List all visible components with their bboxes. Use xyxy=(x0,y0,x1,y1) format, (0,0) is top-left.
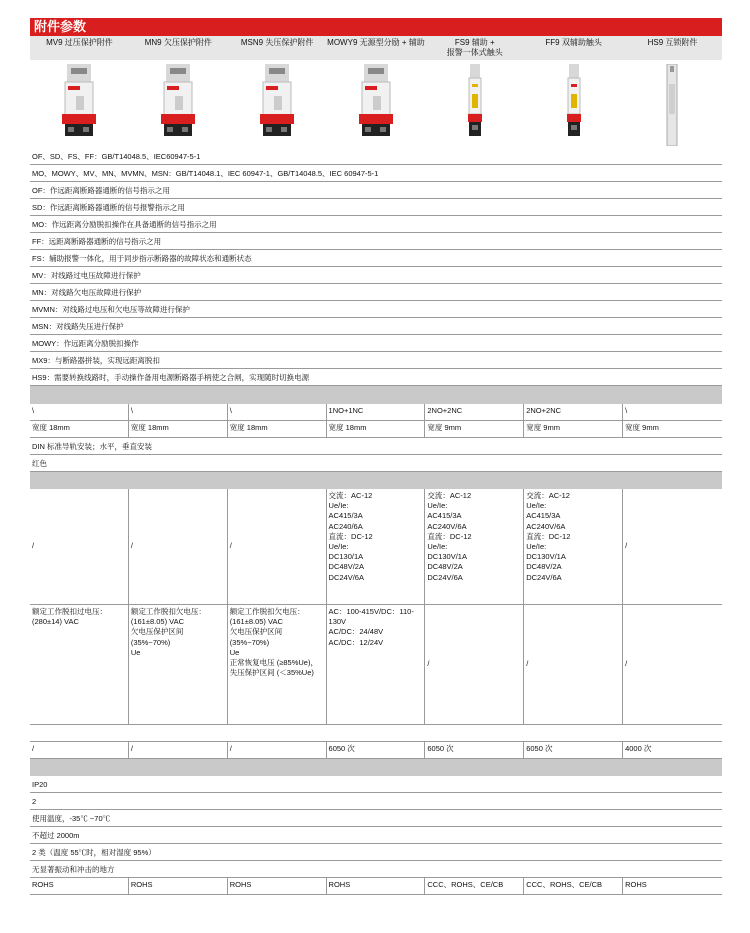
note-row: MSN：对线路失压进行保护 xyxy=(30,318,722,335)
voltage-cell: / xyxy=(625,659,628,669)
cert-cell: ROHS xyxy=(228,878,327,894)
note-row: MOWY：作远距离分励脱扣操作 xyxy=(30,335,722,352)
rating-cell: / xyxy=(625,541,628,551)
width-cell: 宽度 9mm xyxy=(625,423,659,432)
env-row: 2 xyxy=(30,793,722,810)
cert-cell: ROHS xyxy=(30,878,129,894)
rating-cell: 交流：AC-12 Ue/Ie: AC415/3A AC240/6A 直流：DC-12 Ue/Ie: DC130/1A DC48V/2A DC24V/6A xyxy=(327,489,426,604)
cert-cell: CCC、ROHS、CE/CB xyxy=(425,878,524,894)
rating-cell: / xyxy=(129,489,228,604)
product-image-ff9 xyxy=(524,60,623,148)
cert-cell: ROHS xyxy=(327,878,426,894)
contacts-cell: \ xyxy=(129,404,228,420)
product-header: MN9 欠压保护附件 xyxy=(144,38,212,47)
section-divider xyxy=(30,472,722,489)
width-cell: 宽度 18mm xyxy=(30,421,129,437)
note-row: MO：作远距离分励脱扣操作在具备通断的信号指示之用 xyxy=(30,216,722,233)
width-cell: 宽度 9mm xyxy=(524,421,623,437)
ratings-row xyxy=(30,489,722,605)
rating-cell: / xyxy=(228,489,327,604)
env-row: 不超过 2000m xyxy=(30,827,722,844)
env-row: 无显著振动和冲击的地方 xyxy=(30,861,722,878)
contacts-row xyxy=(30,404,722,421)
life-cell: / xyxy=(228,742,327,758)
voltage-cell: 额定工作脱扣欠电压： (161±8.05) VAC 欠电压保护区间 (35%~70%) Ue 正常恢复电压 (≥85%Ue)， 失压保护区间 (＜35%Ue) xyxy=(228,605,327,724)
product-image-fs9 xyxy=(425,60,524,148)
voltage-cell: AC：100-415V/DC：110- 130V AC/DC：24/48V AC/DC：12/24V xyxy=(327,605,426,724)
contacts-cell: 1NO+1NC xyxy=(327,404,426,420)
life-cell: 6050 次 xyxy=(425,742,524,758)
note-row: HS9：需要转换线路时，手动操作备用电源断路器手柄使之合闸，实现随时切换电源 xyxy=(30,369,722,386)
product-header: MV9 过压保护附件 xyxy=(46,38,113,47)
cert-cell: ROHS xyxy=(625,880,647,889)
note-row: MN：对线路欠电压故障进行保护 xyxy=(30,284,722,301)
voltage-cell: / xyxy=(425,605,524,724)
voltage-row xyxy=(30,605,722,725)
cert-cell: CCC、ROHS、CE/CB xyxy=(524,878,623,894)
color-row: 红色 xyxy=(30,455,722,472)
contacts-cell: 2NO+2NC xyxy=(524,404,623,420)
life-cell: 6050 次 xyxy=(327,742,426,758)
rating-cell: 交流：AC-12 Ue/Ie: AC415/3A AC240V/6A 直流：DC-12 Ue/Ie: DC130V/1A DC48V/2A DC24V/6A xyxy=(524,489,623,604)
blank-row xyxy=(30,725,722,742)
voltage-cell: 额定工作脱扣欠电压： (161±8.05) VAC 欠电压保护区间 (35%~70%) Ue xyxy=(129,605,228,724)
rating-cell: / xyxy=(30,489,129,604)
env-row: IP20 xyxy=(30,776,722,793)
product-images-row xyxy=(30,60,722,148)
product-header: MSN9 失压保护附件 xyxy=(240,38,314,47)
note-row: SD：作远距离断路器通断的信号报警指示之用 xyxy=(30,199,722,216)
width-row xyxy=(30,421,722,438)
voltage-cell: 额定工作脱扣过电压： (280±14) VAC xyxy=(30,605,129,724)
product-header: FS9 辅助 + 报警一体式触头 xyxy=(446,38,503,57)
product-header-row xyxy=(30,36,722,60)
product-header: MOWY9 无源型分励 + 辅助 xyxy=(327,38,425,47)
product-image-mowy9 xyxy=(327,60,426,148)
cert-row xyxy=(30,878,722,895)
product-image-mn9 xyxy=(129,60,228,148)
product-header: HS9 互锁附件 xyxy=(647,38,698,47)
cert-cell: ROHS xyxy=(129,878,228,894)
voltage-cell: / xyxy=(524,605,623,724)
note-row: MX9：与断路器拼装，实现远距离脱扣 xyxy=(30,352,722,369)
contacts-cell: \ xyxy=(625,406,628,415)
section-divider xyxy=(30,386,722,404)
note-row: MV：对线路过电压故障进行保护 xyxy=(30,267,722,284)
install-row: DIN 标准导轨安装；水平，垂直安装 xyxy=(30,438,722,455)
section-divider xyxy=(30,759,722,776)
width-cell: 宽度 18mm xyxy=(327,421,426,437)
width-cell: 宽度 18mm xyxy=(129,421,228,437)
product-image-msn9 xyxy=(228,60,327,148)
life-cell: / xyxy=(129,742,228,758)
section-title: 附件参数 xyxy=(30,18,722,36)
contacts-cell: 2NO+2NC xyxy=(425,404,524,420)
rating-cell: 交流：AC-12 Ue/Ie: AC415/3A AC240V/6A 直流：DC-12 Ue/Ie: DC130V/1A DC48V/2A DC24V/6A xyxy=(425,489,524,604)
width-cell: 宽度 18mm xyxy=(228,421,327,437)
note-row: MO、MOWY、MV、MN、MVMN、MSN：GB/T14048.1、IEC 60947-1、GB/T14048.5、IEC 60947-5-1 xyxy=(30,165,722,182)
life-cell: 6050 次 xyxy=(524,742,623,758)
note-row: FS：辅助报警一体化，用于同步指示断路器的故障状态和通断状态 xyxy=(30,250,722,267)
contacts-cell: \ xyxy=(30,404,129,420)
note-row: OF：作远距离断路器通断的信号指示之用 xyxy=(30,182,722,199)
env-row: 使用温度，-35℃ ~70℃ xyxy=(30,810,722,827)
product-image-hs9 xyxy=(623,60,722,148)
life-cell: 4000 次 xyxy=(625,744,652,753)
width-cell: 宽度 9mm xyxy=(425,421,524,437)
product-image-mv9 xyxy=(30,60,129,148)
life-cell: / xyxy=(30,742,129,758)
contacts-cell: \ xyxy=(228,404,327,420)
product-header: FF9 双辅助触头 xyxy=(545,38,602,47)
env-row: 2 类（温度 55℃时，相对湿度 95%） xyxy=(30,844,722,861)
note-row: OF、SD、FS、FF：GB/T14048.5、IEC60947-5-1 xyxy=(30,148,722,165)
life-row xyxy=(30,742,722,759)
note-row: MVMN：对线路过电压和欠电压等故障进行保护 xyxy=(30,301,722,318)
note-row: FF：远距离断路器通断的信号指示之用 xyxy=(30,233,722,250)
